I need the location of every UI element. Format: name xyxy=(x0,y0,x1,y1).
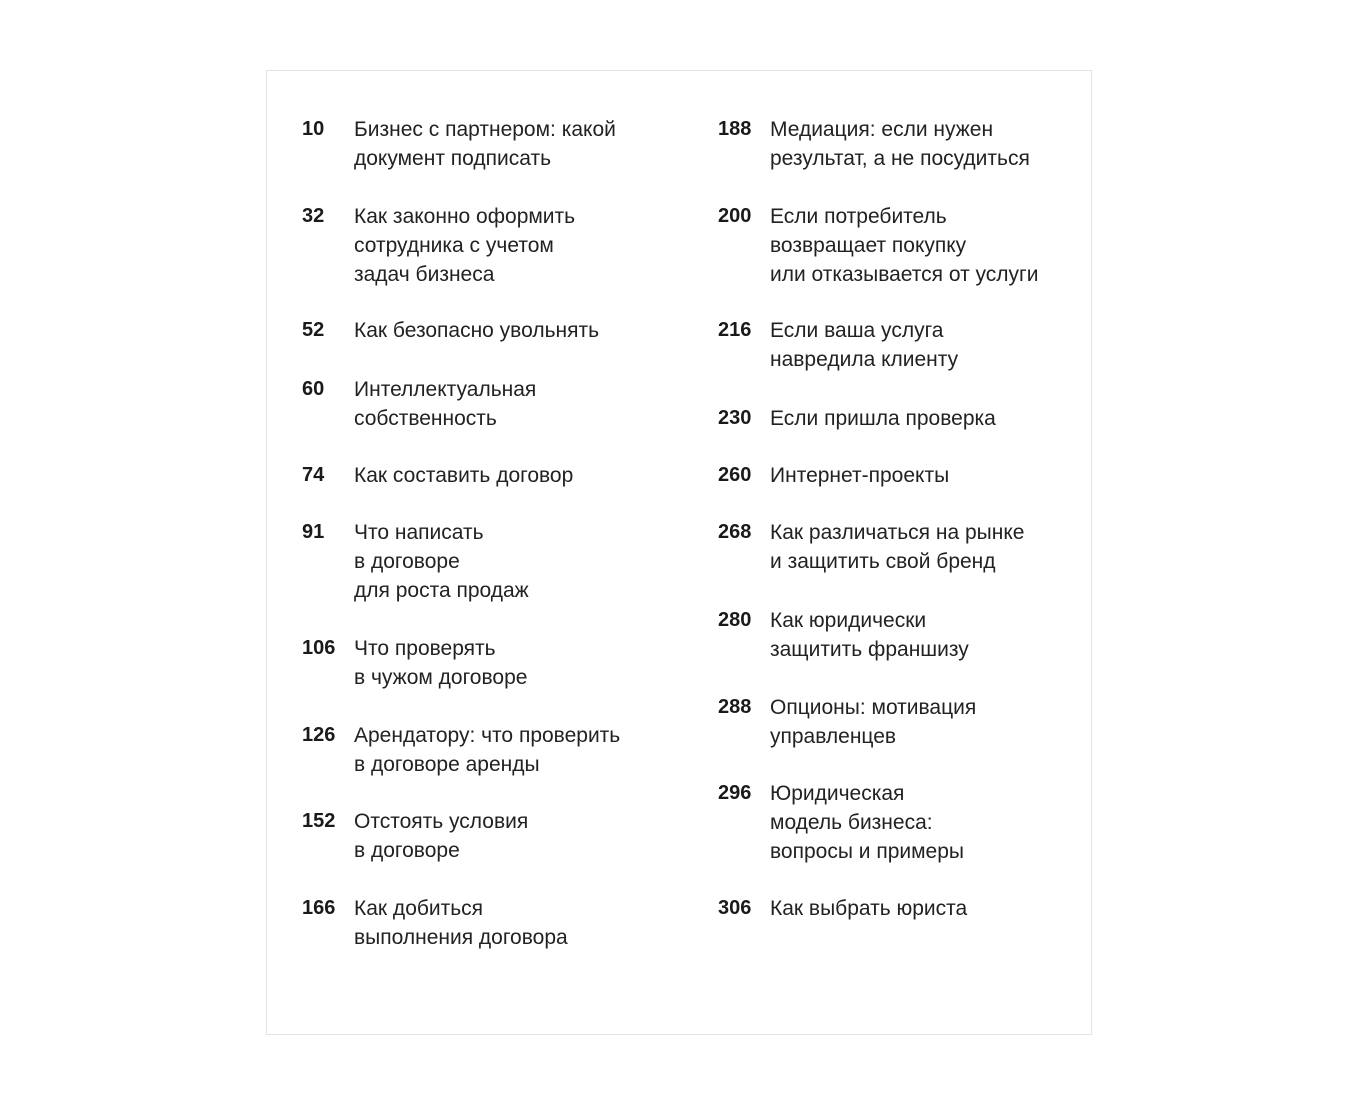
toc-entry xyxy=(302,634,527,692)
toc-entry-title: Как законно оформить сотрудника с учетом задач бизнеса xyxy=(354,205,576,286)
toc-entry-title: Если потребитель возвращает покупку или отказывается от услуги xyxy=(770,205,1039,286)
toc-entry-title: Бизнес с партнером: какой документ подписать xyxy=(354,118,616,170)
toc-entry-title: Как выбрать юриста xyxy=(770,897,968,920)
toc-page-number: 106 xyxy=(302,637,336,659)
toc-entry xyxy=(302,375,536,433)
toc-entry xyxy=(302,115,616,173)
toc-entry-title: Как юридически защитить франшизу xyxy=(770,609,969,661)
toc-entry xyxy=(718,693,976,751)
toc-entry xyxy=(718,202,1038,289)
toc-entry xyxy=(718,115,1030,173)
toc-entry xyxy=(302,316,599,345)
toc-entry xyxy=(302,807,528,865)
toc-entry-title: Арендатору: что проверить в договоре аренды xyxy=(354,724,621,776)
toc-page-number: 188 xyxy=(718,118,752,140)
toc-page-number: 280 xyxy=(718,609,752,631)
toc-page-number: 91 xyxy=(302,521,325,543)
toc-page-number: 230 xyxy=(718,407,752,429)
toc-page-number: 74 xyxy=(302,464,325,486)
toc-entry-title: Медиация: если нужен результат, а не посудиться xyxy=(770,118,1030,170)
toc-page-number: 200 xyxy=(718,205,752,227)
toc-entry-title: Отстоять условия в договоре xyxy=(354,810,529,862)
toc-entry xyxy=(302,894,568,952)
toc-page-number: 288 xyxy=(718,696,752,718)
toc-entry xyxy=(718,606,969,664)
toc-page-number: 306 xyxy=(718,897,752,919)
toc-entry-title: Юридическая модель бизнеса: вопросы и примеры xyxy=(770,782,964,863)
toc-entry xyxy=(718,894,967,923)
toc-entry-title: Интеллектуальная собственность xyxy=(354,378,537,430)
toc-entry-title: Интернет-проекты xyxy=(770,464,950,487)
toc-entry-title: Как составить договор xyxy=(354,464,574,487)
toc-page xyxy=(266,70,1092,1035)
toc-entry xyxy=(302,518,529,605)
toc-entry-title: Что проверять в чужом договоре xyxy=(354,637,528,689)
toc-page-number: 126 xyxy=(302,724,336,746)
toc-entry-title: Что написать в договоре для роста продаж xyxy=(354,521,529,602)
toc-entry xyxy=(302,721,620,779)
toc-entry-title: Как различаться на рынке и защитить свой бренд xyxy=(770,521,1025,573)
toc-entry xyxy=(718,316,958,374)
toc-entry xyxy=(302,461,573,490)
toc-entry-title: Опционы: мотивация управленцев xyxy=(770,696,977,748)
toc-page-number: 166 xyxy=(302,897,336,919)
toc-entry xyxy=(718,779,964,866)
toc-page-number: 32 xyxy=(302,205,325,227)
toc-entry xyxy=(718,518,1024,576)
toc-page-number: 296 xyxy=(718,782,752,804)
toc-entry-title: Если ваша услуга навредила клиенту xyxy=(770,319,959,371)
toc-entry-title: Как добиться выполнения договора xyxy=(354,897,568,949)
toc-entry xyxy=(302,202,575,289)
toc-page-number: 10 xyxy=(302,118,325,140)
toc-page-number: 268 xyxy=(718,521,752,543)
toc-entry-title: Как безопасно увольнять xyxy=(354,319,600,342)
toc-page-number: 152 xyxy=(302,810,336,832)
toc-page-number: 260 xyxy=(718,464,752,486)
toc-page-number: 216 xyxy=(718,319,752,341)
toc-page-number: 52 xyxy=(302,319,325,341)
toc-entry-title: Если пришла проверка xyxy=(770,407,996,430)
toc-entry xyxy=(718,404,996,433)
toc-entry xyxy=(718,461,949,490)
toc-page-number: 60 xyxy=(302,378,325,400)
